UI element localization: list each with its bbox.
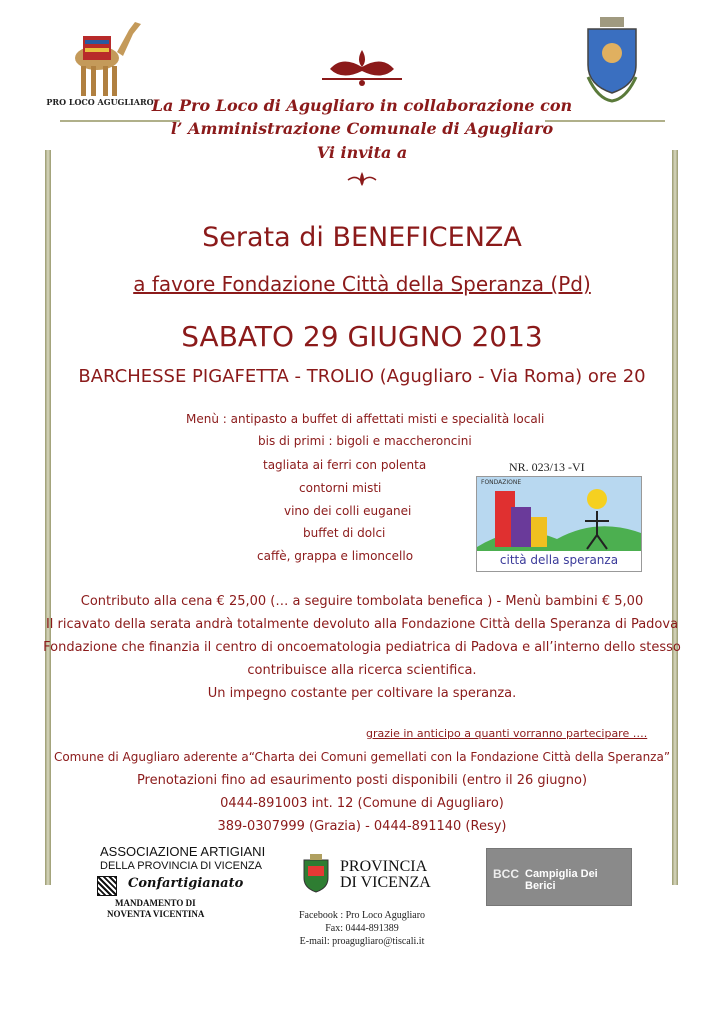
thanks-line: grazie in anticipo a quanti vorranno partecipare …. (366, 727, 648, 740)
artigiani-line-1: ASSOCIAZIONE ARTIGIANI (100, 844, 266, 859)
confartigianato-label: Confartigianato (128, 876, 244, 891)
booking-line: Prenotazioni fino ad esaurimento posti disponibili (entro il 26 giugno) (136, 773, 588, 788)
phone-line-2: 389-0307999 (Grazia) - 0444-891140 (Resy) (217, 819, 507, 834)
menu-item: bis di primi : bigoli e maccheroncini (258, 434, 472, 448)
menu-item: vino dei colli euganei (284, 504, 412, 518)
header-line-3: Vi invita a (316, 143, 408, 162)
confartigianato-logo-icon (97, 876, 117, 896)
proloco-label: PRO LOCO AGUGLIARO (46, 97, 154, 107)
details-line: Un impegno costante per coltivare la speranza. (207, 686, 517, 701)
details-line: Contributo alla cena € 25,00 (… a seguire tombolata benefica ) - Menù bambini € 5,00 (80, 594, 644, 609)
foundation-name: città della speranza (499, 553, 619, 567)
event-title: Serata di BENEFICENZA (202, 222, 522, 253)
foundation-small-label: FONDAZIONE (481, 479, 522, 486)
menu-item: contorni misti (299, 481, 382, 495)
registration-number: NR. 023/13 -VI (509, 460, 585, 474)
provincia-line-2: DI VICENZA (340, 874, 431, 891)
mandamento-line-2: NOVENTA VICENTINA (107, 909, 205, 919)
event-location: BARCHESSE PIGAFETTA - TROLIO (Agugliaro - Via Roma) ore 20 (78, 366, 646, 387)
menu-item: Menù : antipasto a buffet di affettati misti e specialità locali (186, 412, 545, 426)
menu-item: caffè, grappa e limoncello (257, 549, 414, 563)
event-date: SABATO 29 GIUGNO 2013 (181, 320, 543, 353)
mandamento-line-1: MANDAMENTO DI (115, 898, 196, 908)
email-contact[interactable]: E-mail: proagugliaro@tiscali.it (299, 936, 425, 947)
phone-line-1: 0444-891003 int. 12 (Comune di Agugliaro) (220, 796, 504, 811)
provincia-line-1: PROVINCIA (340, 858, 428, 875)
small-ornament-icon (342, 170, 382, 190)
event-subtitle: a favore Fondazione Città della Speranza (Pd) (133, 272, 591, 296)
header-line-2: l’ Amministrazione Comunale di Agugliaro (170, 119, 554, 138)
top-ornament-icon (312, 45, 412, 90)
facebook-contact: Facebook : Pro Loco Agugliaro (298, 910, 426, 921)
provincia-crest-icon (300, 852, 332, 894)
bcc-label: BCC (493, 867, 519, 881)
foundation-logo (476, 476, 642, 572)
municipal-crest-icon (578, 15, 646, 105)
details-line: Fondazione che finanzia il centro di oncoematologia pediatrica di Padova e all’interno dello stesso (43, 640, 681, 655)
artigiani-line-2: DELLA PROVINCIA DI VICENZA (100, 860, 262, 872)
camel-logo (55, 8, 145, 100)
charter-line: Comune di Agugliaro aderente a“Charta dei Comuni gemellati con la Fondazione Città della Speranza” (53, 750, 671, 764)
menu-item: buffet di dolci (303, 526, 386, 540)
fax-contact: Fax: 0444-891389 (325, 923, 399, 934)
details-line: contribuisce alla ricerca scientifica. (247, 663, 477, 678)
bcc-logo (486, 848, 632, 906)
bcc-name: Campiglia Dei Berici (525, 868, 598, 892)
header-line-1: La Pro Loco di Agugliaro in collaborazione con (151, 96, 573, 115)
menu-item: tagliata ai ferri con polenta (263, 458, 427, 472)
details-line: Il ricavato della serata andrà totalmente devoluto alla Fondazione Città della Speranza di Padova (45, 617, 679, 632)
